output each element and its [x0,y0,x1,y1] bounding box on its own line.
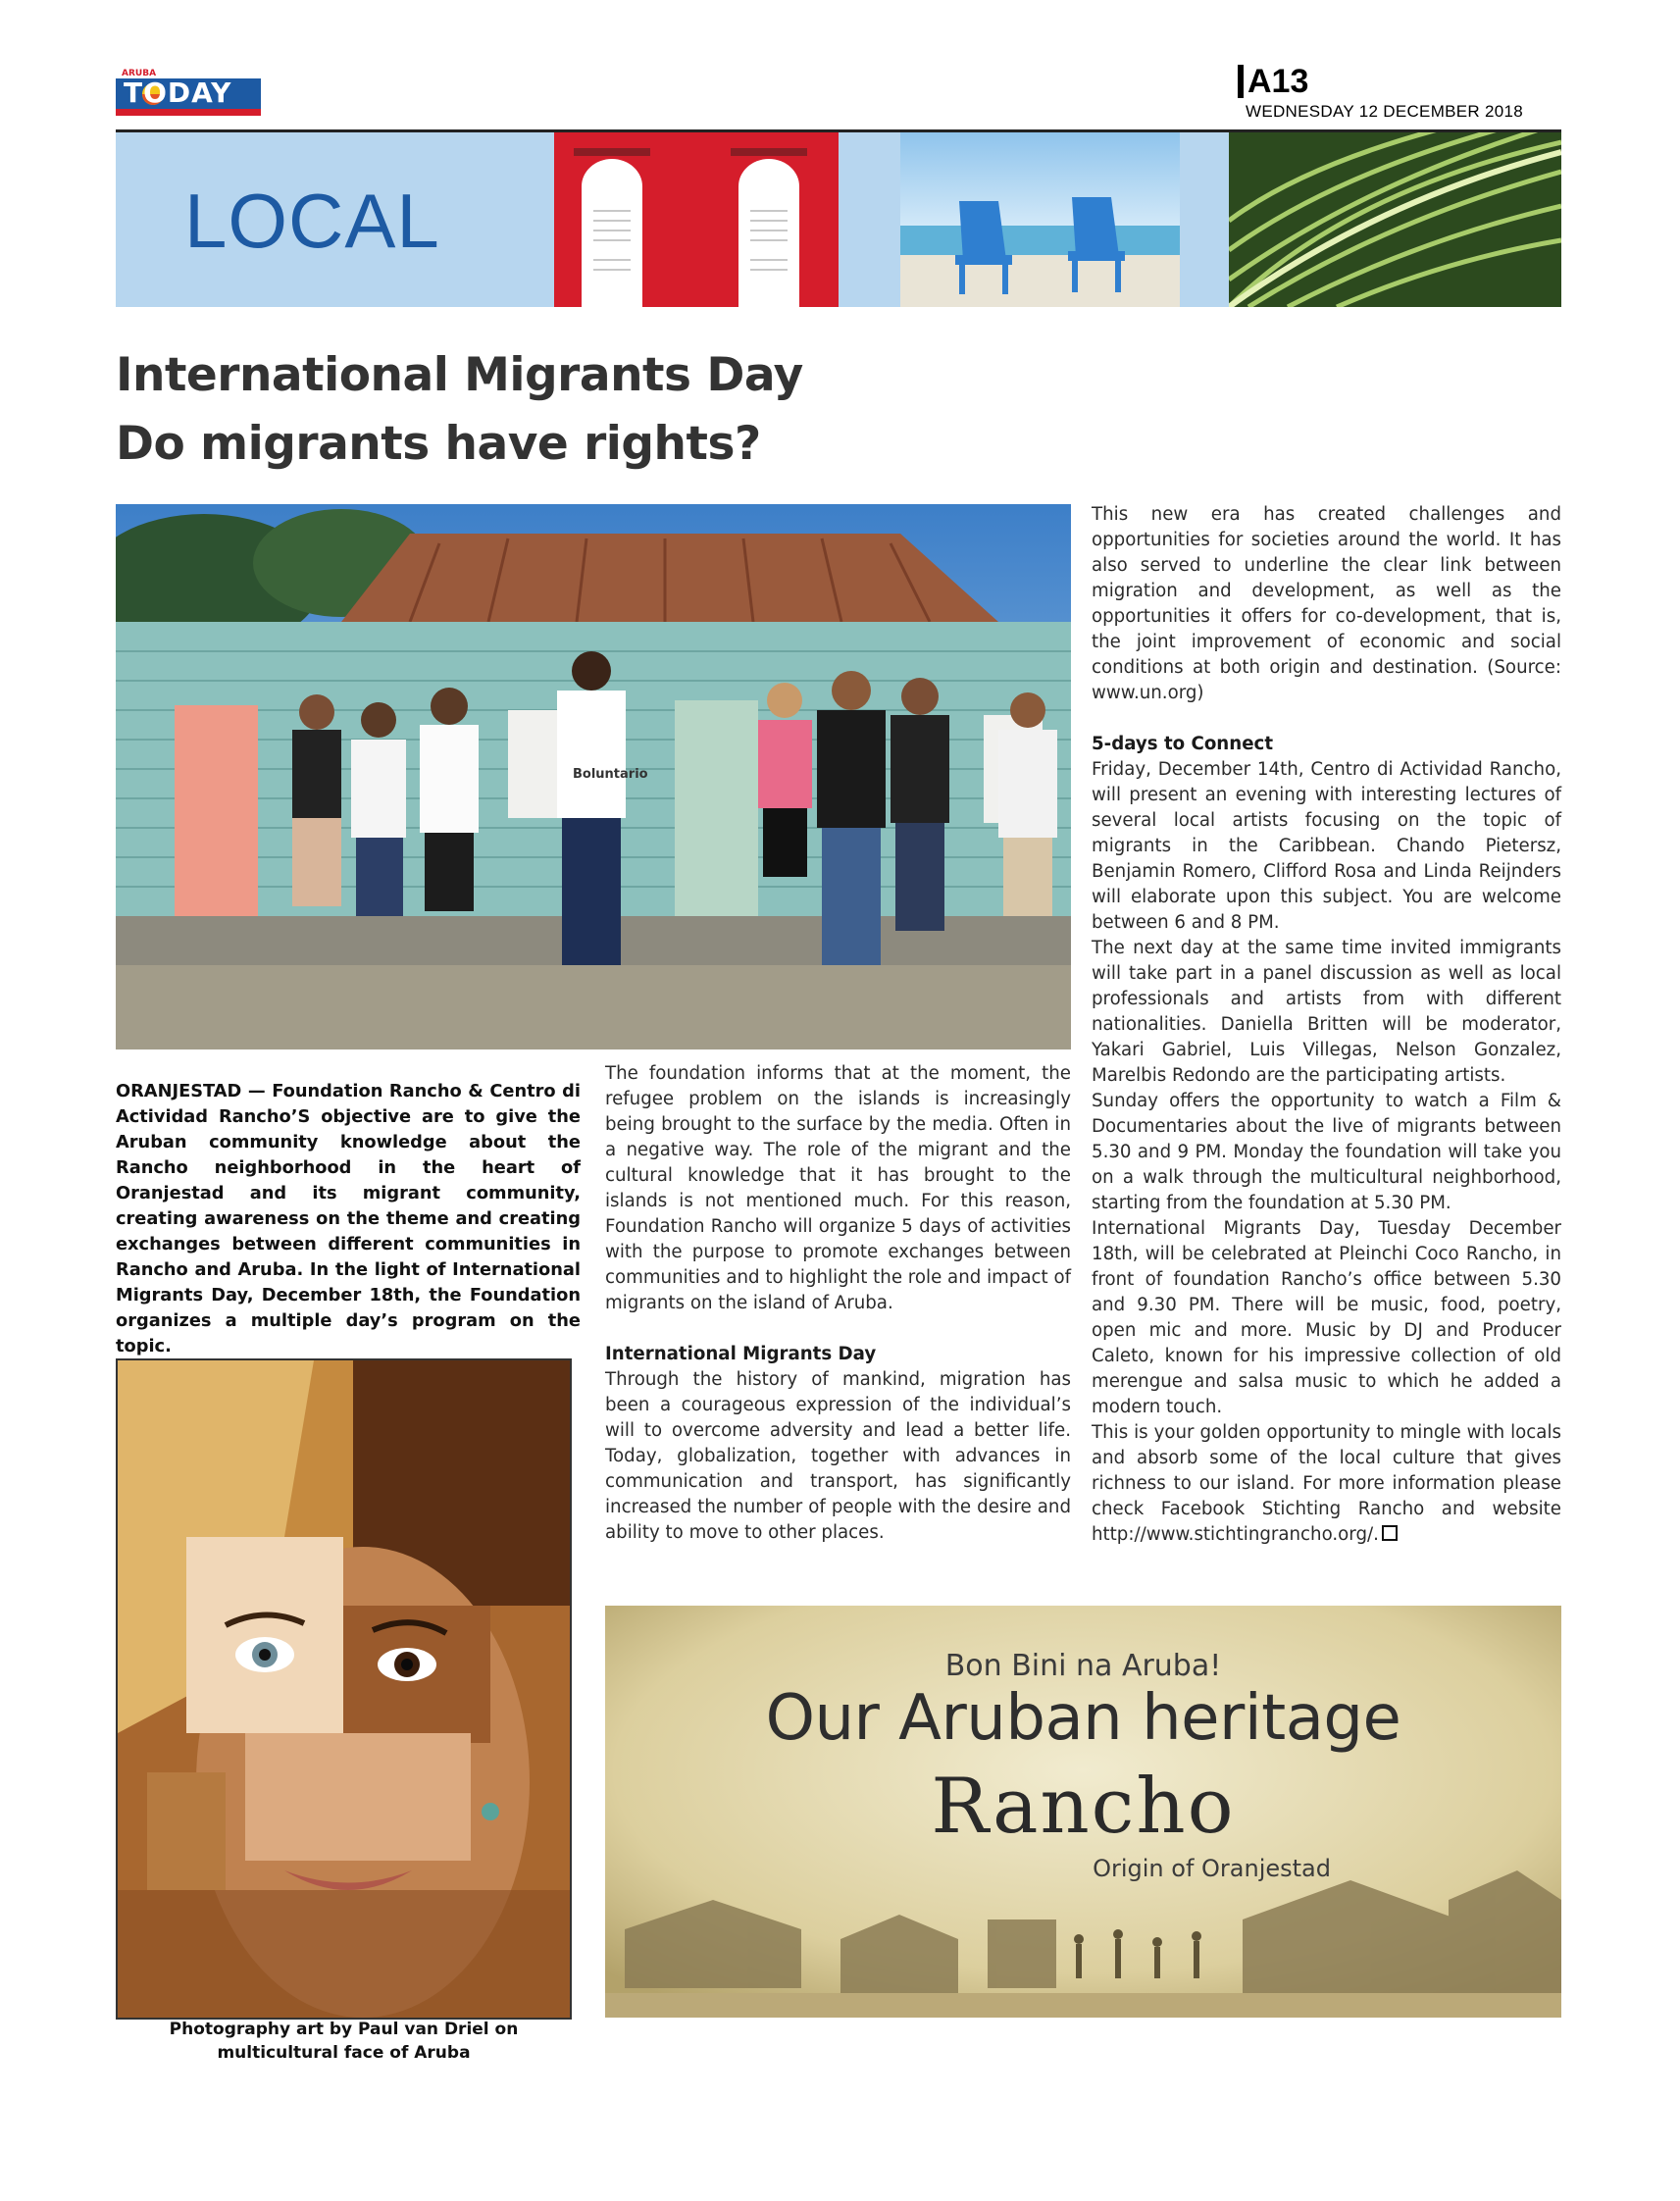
col2-subheading: International Migrants Day [605,1344,877,1364]
col3-paragraph-3: The next day at the same time invited immigrants will take part in a panel discussion as well as local professionals and artists from with different nationalities. Daniella Britten will be moderator, Yakari Gabriel, Luis Villegas, Nelson Gonzalez, Marelbis Redondo are the participating artists. [1092,938,1561,1086]
banner-palm-leaf-image [1229,132,1561,307]
rancho-heritage-advert [605,1606,1561,2018]
col2-paragraph-1: The foundation informs that at the moment, the refugee problem on the islands is increasingly being brought to the surface by the media. Often in a negative way. The role of the migrant and the cultural knowledge that it has brought to the islands is not mentioned much. For this reason, Foundation Rancho will organize 5 days of activities with the purpose to promote exchanges between communities and to highlight the role and impact of migrants on the island of Aruba. [605,1063,1071,1313]
photo-shirt-text: Boluntario [573,767,648,782]
col2-paragraph-2: Through the history of mankind, migration has been a courageous expression of the individual’s will to overcome adversity and lead a better life. Today, globalization, together with advances in communication and transport, has significantly increased the number of people with the desire and ability to move to other places. [605,1369,1071,1543]
section-banner [116,132,1561,307]
advert-headline: Our Aruban heritage [765,1682,1401,1755]
logo-small-text: ARUBA [122,69,157,78]
lead-paragraph: ORANJESTAD — Foundation Rancho & Centro di Actividad Rancho’S objective are to give the Aruban community knowledge about the Rancho neighborhood in the heart of Oranjestad and its migrant community, creating awareness on the theme and creating exchanges between different communities in Rancho and Aruba. In the light of International Migrants Day, December 18th, the Foundation organizes a multiple day’s program on the topic. [116,1080,581,1356]
col3-paragraph-2: Friday, December 14th, Centro di Actividad Rancho, will present an evening with interesting lectures of several local artists focusing on the topic of migrants in the Caribbean. Chando Pietersz, Benjamin Romero, Clifford Rosa and Linda Reijnders will elaborate upon this subject. You are welcome between 6 and 8 PM. [1092,759,1561,933]
advert-rancho-title: Rancho [931,1763,1236,1851]
advert-greeting: Bon Bini na Aruba! [944,1649,1222,1683]
logo-text: TODAY [124,77,232,109]
headline-line-2: Do migrants have rights? [116,417,761,471]
col3-paragraph-6: This is your golden opportunity to mingle with locals and absorb some of the local culture that gives richness to our island. For more information please check Facebook Stichting Rancho and website http://www.stichtingrancho.org/. [1092,1422,1561,1545]
article-lead [116,1061,581,1377]
article-column-2 [605,1061,1071,1546]
article-headline [116,341,998,479]
portrait-caption: Photography art by Paul van Driel on multicultural face of Aruba [169,2020,519,2063]
section-title: LOCAL [184,178,440,264]
end-of-article-icon [1382,1525,1398,1541]
page-number: A13 [1238,65,1308,98]
col3-paragraph-1: This new era has created challenges and opportunities for societies around the world. It has also served to underline the clear link between migration and development, as well as the opportunities it offers for co-development, that is, the joint improvement of economic and social conditions at both origin and destination. (Source: www.un.org) [1092,504,1561,703]
col3-paragraph-5: International Migrants Day, Tuesday December 18th, will be celebrated at Pleinchi Coco Rancho, in front of foundation Rancho’s office between 5.30 and 9.30 PM. There will be music, food, poetry, open mic and more. Music by DJ and Producer Caleto, known for his impressive collection of old merengue and salsa music to which he added a modern touch. [1092,1218,1561,1417]
col3-subheading: 5-days to Connect [1092,734,1274,754]
palm-leaf-illustration [1229,132,1561,307]
issue-date: WEDNESDAY 12 DECEMBER 2018 [1246,102,1524,121]
banner-doors-image [554,132,839,307]
col3-paragraph-4: Sunday offers the opportunity to watch a Film & Documentaries about the live of migrants between 5.30 and 9 PM. Monday the foundation will take you on a walk through the multicultural neighborhood, starting from the foundation at 5.30 PM. [1092,1091,1561,1213]
banner-beach-image [900,132,1180,307]
headline-line-1: International Migrants Day [116,348,803,402]
article-column-3 [1092,502,1561,1548]
advert-subtitle: Origin of Oranjestad [1093,1855,1331,1882]
portrait-art-image [116,1358,572,2020]
portrait-collage-illustration [118,1360,570,2018]
beach-chairs-illustration [900,132,1180,307]
doors-illustration [554,132,839,307]
today-logo [116,71,261,116]
article-photo-group-at-house [116,504,1071,1049]
